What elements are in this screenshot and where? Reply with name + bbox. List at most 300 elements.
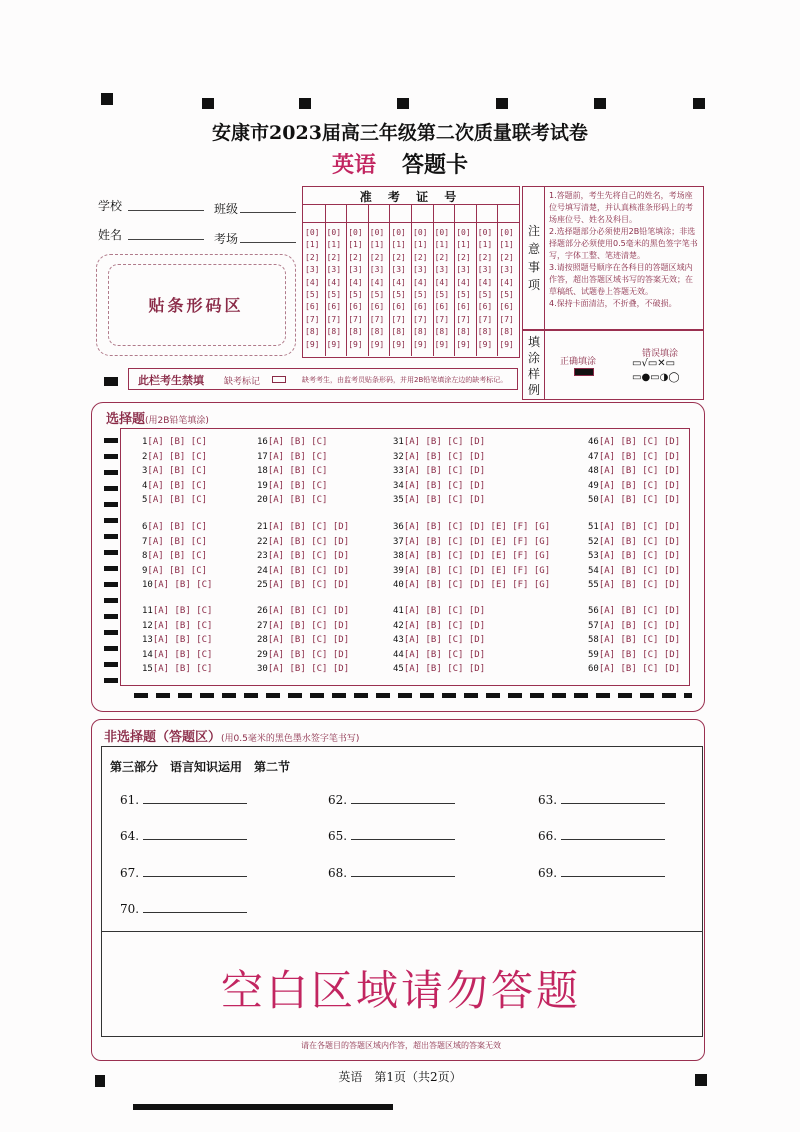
answer-bubbles[interactable]: [A] [B] [C] bbox=[147, 565, 208, 576]
blank-line[interactable] bbox=[351, 829, 455, 840]
question-number: 22 bbox=[257, 536, 268, 547]
admission-digit-bubble[interactable]: [6] bbox=[326, 302, 342, 312]
room-label: 考场 bbox=[214, 232, 239, 246]
admission-digit-bubble[interactable]: [1] bbox=[456, 240, 471, 250]
answer-bubbles[interactable]: [A] [B] [C] [D] bbox=[598, 606, 681, 616]
admission-digit-bubble[interactable]: [7] bbox=[413, 314, 428, 324]
admission-digit-bubble[interactable]: [2] bbox=[369, 252, 385, 262]
mc-question-23[interactable] bbox=[257, 551, 349, 561]
blank-line[interactable] bbox=[143, 866, 247, 877]
blank-line[interactable] bbox=[561, 866, 665, 877]
blank-70[interactable] bbox=[120, 902, 247, 916]
admission-digit-bubble[interactable]: [3] bbox=[326, 265, 342, 275]
mc-question-21[interactable] bbox=[257, 522, 349, 532]
mc-question-25[interactable] bbox=[257, 580, 349, 590]
admission-digit-bubble[interactable]: [2] bbox=[305, 252, 320, 262]
blank-line[interactable] bbox=[351, 866, 455, 877]
answer-bubbles[interactable]: [A] [B] [C] [D] [E] [F] [G] bbox=[403, 580, 551, 590]
answer-bubbles[interactable]: [A] [B] [C] [D] bbox=[598, 480, 681, 491]
mc-question-14[interactable] bbox=[142, 650, 212, 660]
admission-digit-bubble[interactable]: [6] bbox=[369, 302, 385, 312]
mc-question-35[interactable] bbox=[393, 495, 485, 505]
admission-digit-bubble[interactable]: [9] bbox=[413, 339, 428, 349]
admission-digit-bubble[interactable]: [3] bbox=[391, 265, 406, 275]
mc-question-3[interactable] bbox=[142, 466, 207, 476]
nonmc-title-text: 非选择题（答题区） bbox=[104, 730, 222, 745]
mc-question-11[interactable] bbox=[142, 606, 212, 616]
mc-question-8[interactable] bbox=[142, 551, 207, 561]
admission-digit-bubble[interactable]: [0] bbox=[326, 228, 342, 237]
mc-question-41[interactable] bbox=[393, 606, 485, 616]
admission-digit-bubble[interactable]: [5] bbox=[477, 290, 493, 299]
timing-mark bbox=[104, 518, 118, 523]
mc-question-59[interactable] bbox=[588, 650, 680, 660]
notice-label-char: 项 bbox=[527, 278, 540, 292]
answer-bubbles[interactable]: [A] [B] [C] [D] bbox=[403, 664, 486, 674]
admission-digit-bubble[interactable]: [4] bbox=[305, 277, 320, 287]
mc-question-9[interactable] bbox=[142, 566, 207, 576]
answer-bubbles[interactable]: [A] [B] [C] [D] bbox=[598, 580, 681, 590]
question-number: 52 bbox=[588, 536, 599, 547]
answer-bubbles[interactable]: [A] [B] [C] [D] bbox=[267, 565, 350, 576]
admission-digit-bubble[interactable]: [0] bbox=[369, 228, 385, 237]
blank-64[interactable] bbox=[120, 829, 247, 843]
answer-bubbles[interactable]: [A] [B] [C] bbox=[267, 466, 328, 476]
answer-bubbles[interactable]: [A] [B] [C] bbox=[152, 580, 213, 590]
mc-question-56[interactable] bbox=[588, 606, 680, 616]
admission-digit-bubble[interactable]: [3] bbox=[434, 265, 450, 275]
admission-digit-bubble[interactable]: [9] bbox=[391, 339, 406, 349]
admission-digit-bubble[interactable]: [3] bbox=[456, 265, 471, 275]
admission-digit-bubble[interactable]: [8] bbox=[477, 327, 493, 337]
timing-mark bbox=[104, 582, 118, 587]
blank-number: 66. bbox=[538, 829, 558, 843]
admission-number-title: 准 考 证 号 bbox=[359, 190, 463, 204]
answer-bubbles[interactable]: [A] [B] [C] [D] bbox=[598, 565, 681, 576]
admission-digit-bubble[interactable]: [7] bbox=[499, 314, 514, 324]
school-field[interactable] bbox=[128, 210, 204, 211]
admission-digit-bubble[interactable]: [3] bbox=[477, 265, 493, 275]
admission-digit-bubble[interactable]: [9] bbox=[477, 339, 493, 349]
admission-digit-bubble[interactable]: [0] bbox=[305, 228, 320, 237]
admission-digit-bubble[interactable]: [4] bbox=[413, 277, 428, 287]
admission-digit-bubble[interactable]: [1] bbox=[305, 240, 320, 250]
answer-bubbles[interactable]: [A] [B] [C] [D] bbox=[267, 522, 350, 532]
mc-question-26[interactable] bbox=[257, 606, 349, 616]
mc-question-39[interactable] bbox=[393, 566, 550, 576]
admission-digit-bubble[interactable]: [1] bbox=[348, 240, 363, 250]
admission-digit-bubble[interactable]: [7] bbox=[326, 314, 342, 324]
mc-question-51[interactable] bbox=[588, 522, 680, 532]
admission-digit-bubble[interactable]: [6] bbox=[391, 302, 406, 312]
answer-bubbles[interactable]: [A] [B] [C] [D] bbox=[403, 437, 486, 447]
admission-digit-bubble[interactable]: [2] bbox=[391, 252, 406, 262]
blank-line[interactable] bbox=[561, 829, 665, 840]
answer-bubbles[interactable]: [A] [B] [C] bbox=[147, 536, 208, 547]
admission-digit-bubble[interactable]: [4] bbox=[456, 277, 471, 287]
answer-bubbles[interactable]: [A] [B] [C] [D] bbox=[403, 620, 486, 631]
blank-line[interactable] bbox=[143, 829, 247, 840]
absent-title: 此栏考生禁填 bbox=[138, 374, 204, 387]
mc-question-18[interactable] bbox=[257, 466, 327, 476]
blank-61[interactable] bbox=[120, 793, 247, 807]
answer-bubbles[interactable]: [A] [B] [C] bbox=[267, 451, 328, 462]
answer-bubbles[interactable]: [A] [B] [C] [D] bbox=[598, 635, 681, 645]
admission-digit-bubble[interactable]: [9] bbox=[434, 339, 450, 349]
answer-bubbles[interactable]: [A] [B] [C] [D] bbox=[598, 620, 681, 631]
answer-bubbles[interactable]: [A] [B] [C] [D] bbox=[267, 649, 350, 660]
timing-mark bbox=[397, 98, 409, 109]
answer-bubbles[interactable]: [A] [B] [C] [D] bbox=[598, 451, 681, 462]
timing-mark bbox=[104, 566, 118, 571]
mc-question-55[interactable] bbox=[588, 580, 680, 590]
mc-question-24[interactable] bbox=[257, 566, 349, 576]
admission-digit-bubble[interactable]: [6] bbox=[305, 302, 320, 312]
admission-digit-bubble[interactable]: [8] bbox=[305, 327, 320, 337]
admission-digit-bubble[interactable]: [2] bbox=[477, 252, 493, 262]
notice-item: 4.保持卡面清洁，不折叠，不破损。 bbox=[549, 299, 677, 308]
question-number: 1 bbox=[142, 437, 148, 447]
blank-line[interactable] bbox=[143, 902, 247, 913]
question-number: 60 bbox=[588, 664, 599, 674]
question-number: 33 bbox=[393, 466, 404, 476]
answer-bubbles[interactable]: [A] [B] [C] [D] [E] [F] [G] bbox=[403, 551, 551, 561]
mc-question-49[interactable] bbox=[588, 481, 680, 491]
blank-line[interactable] bbox=[561, 793, 665, 804]
question-number: 27 bbox=[257, 620, 268, 631]
question-number: 37 bbox=[393, 536, 404, 547]
admission-digit-bubble[interactable]: [1] bbox=[477, 240, 493, 250]
answer-bubbles[interactable]: [A] [B] [C] bbox=[147, 495, 208, 505]
answer-bubbles[interactable]: [A] [B] [C] [D] bbox=[598, 495, 681, 505]
admission-digit-bubble[interactable]: [1] bbox=[369, 240, 385, 250]
admission-digit-bubble[interactable]: [5] bbox=[391, 290, 406, 299]
admission-digit-bubble[interactable]: [8] bbox=[434, 327, 450, 337]
blank-63[interactable] bbox=[538, 793, 665, 807]
class-field[interactable] bbox=[240, 212, 296, 213]
mc-question-17[interactable] bbox=[257, 452, 327, 462]
mc-question-47[interactable] bbox=[588, 452, 680, 462]
admission-digit-bubble[interactable]: [5] bbox=[434, 290, 450, 299]
admission-digit-bubble[interactable]: [9] bbox=[499, 339, 514, 349]
wrong-fill-label: 错误填涂 bbox=[642, 349, 679, 359]
admission-digit-bubble[interactable]: [0] bbox=[413, 228, 428, 237]
answer-bubbles[interactable]: [A] [B] [C] bbox=[267, 495, 328, 505]
admission-digit-bubble[interactable]: [6] bbox=[456, 302, 471, 312]
mc-question-20[interactable] bbox=[257, 495, 327, 505]
mc-question-27[interactable] bbox=[257, 621, 349, 631]
admission-digit-bubble[interactable]: [8] bbox=[348, 327, 363, 337]
answer-bubbles[interactable]: [A] [B] [C] bbox=[147, 480, 208, 491]
admission-digit-bubble[interactable]: [9] bbox=[456, 339, 471, 349]
answer-bubbles[interactable]: [A] [B] [C] [D] bbox=[598, 522, 681, 532]
question-number: 55 bbox=[588, 580, 599, 590]
timing-mark bbox=[299, 98, 311, 109]
admission-digit-bubble[interactable]: [4] bbox=[369, 277, 385, 287]
absent-description: 缺考考生，由监考员贴条形码，并用2B铅笔填涂左边的缺考标记。 bbox=[302, 376, 508, 384]
notice-label-char: 意 bbox=[527, 242, 540, 256]
answer-bubbles[interactable]: [A] [B] [C] bbox=[147, 437, 208, 447]
mc-question-16[interactable] bbox=[257, 437, 327, 447]
question-number: 44 bbox=[393, 649, 404, 660]
mc-question-58[interactable] bbox=[588, 635, 680, 645]
answer-bubbles[interactable]: [A] [B] [C] [D] bbox=[403, 466, 486, 476]
admission-digit-bubble[interactable]: [7] bbox=[456, 314, 471, 324]
admission-digit-bubble[interactable]: [1] bbox=[326, 240, 342, 250]
question-number: 6 bbox=[142, 522, 148, 532]
mc-question-6[interactable] bbox=[142, 522, 207, 532]
admission-digit-bubble[interactable]: [7] bbox=[434, 314, 450, 324]
answer-bubbles[interactable]: [A] [B] [C] [D] bbox=[598, 437, 681, 447]
subject-label: 英语 bbox=[331, 153, 376, 178]
mc-question-19[interactable] bbox=[257, 481, 327, 491]
mc-question-1[interactable] bbox=[142, 437, 207, 447]
admission-digit-bubble[interactable]: [2] bbox=[413, 252, 428, 262]
admission-digit-bubble[interactable]: [7] bbox=[305, 314, 320, 324]
blank-area-message: 空白区域请勿答题 bbox=[220, 966, 581, 1015]
blank-67[interactable] bbox=[120, 866, 247, 880]
mc-question-34[interactable] bbox=[393, 481, 485, 491]
answer-bubbles[interactable]: [A] [B] [C] bbox=[267, 480, 328, 491]
admission-digit-bubble[interactable]: [1] bbox=[391, 240, 406, 250]
divider bbox=[411, 204, 412, 356]
mc-question-30[interactable] bbox=[257, 664, 349, 674]
answer-bubbles[interactable]: [A] [B] [C] [D] bbox=[267, 580, 350, 590]
answer-bubbles[interactable]: [A] [B] [C] bbox=[152, 620, 213, 631]
answer-bubbles[interactable]: [A] [B] [C] [D] bbox=[403, 451, 486, 462]
admission-digit-bubble[interactable]: [2] bbox=[456, 252, 471, 262]
admission-digit-bubble[interactable]: [8] bbox=[456, 327, 471, 337]
mc-question-57[interactable] bbox=[588, 621, 680, 631]
mc-question-12[interactable] bbox=[142, 621, 212, 631]
answer-bubbles[interactable]: [A] [B] [C] bbox=[152, 635, 213, 645]
answer-bubbles[interactable]: [A] [B] [C] bbox=[267, 437, 328, 447]
answer-bubbles[interactable]: [A] [B] [C] [D] bbox=[403, 649, 486, 660]
admission-digit-bubble[interactable]: [7] bbox=[348, 314, 363, 324]
answer-bubbles[interactable]: [A] [B] [C] bbox=[147, 451, 208, 462]
answer-bubbles[interactable]: [A] [B] [C] [D] bbox=[598, 664, 681, 674]
admission-digit-bubble[interactable]: [4] bbox=[391, 277, 406, 287]
admission-digit-bubble[interactable]: [6] bbox=[434, 302, 450, 312]
name-label: 姓名 bbox=[98, 228, 123, 242]
question-number: 54 bbox=[588, 565, 599, 576]
divider bbox=[454, 204, 455, 356]
mc-question-31[interactable] bbox=[393, 437, 485, 447]
mc-question-5[interactable] bbox=[142, 495, 207, 505]
divider bbox=[433, 204, 434, 356]
mc-question-37[interactable] bbox=[393, 537, 550, 547]
mc-question-13[interactable] bbox=[142, 635, 212, 645]
admission-digit-bubble[interactable]: [9] bbox=[369, 339, 385, 349]
admission-digit-bubble[interactable]: [0] bbox=[348, 228, 363, 237]
blank-line[interactable] bbox=[351, 793, 455, 804]
admission-digit-bubble[interactable]: [1] bbox=[413, 240, 428, 250]
mc-question-4[interactable] bbox=[142, 481, 207, 491]
mc-question-44[interactable] bbox=[393, 650, 485, 660]
answer-bubbles[interactable]: [A] [B] [C] [D] bbox=[598, 649, 681, 660]
admission-digit-bubble[interactable]: [5] bbox=[305, 290, 320, 299]
admission-digit-bubble[interactable]: [7] bbox=[391, 314, 406, 324]
blank-number: 70. bbox=[120, 902, 140, 916]
absent-mark-box[interactable] bbox=[272, 376, 286, 383]
admission-digit-bubble[interactable]: [0] bbox=[499, 228, 514, 237]
mc-question-15[interactable] bbox=[142, 664, 212, 674]
mc-question-2[interactable] bbox=[142, 452, 207, 462]
admission-digit-bubble[interactable]: [0] bbox=[456, 228, 471, 237]
admission-digit-bubble[interactable]: [7] bbox=[477, 314, 493, 324]
admission-digit-bubble[interactable]: [0] bbox=[434, 228, 450, 237]
admission-digit-bubble[interactable]: [2] bbox=[348, 252, 363, 262]
admission-digit-bubble[interactable]: [6] bbox=[348, 302, 363, 312]
answer-bubbles[interactable]: [A] [B] [C] bbox=[147, 522, 208, 532]
answer-bubbles[interactable]: [A] [B] [C] [D] bbox=[598, 536, 681, 547]
admission-digit-bubble[interactable]: [4] bbox=[348, 277, 363, 287]
blank-69[interactable] bbox=[538, 866, 665, 880]
answer-bubbles[interactable]: [A] [B] [C] [D] [E] [F] [G] bbox=[403, 565, 551, 576]
answer-bubbles[interactable]: [A] [B] [C] bbox=[152, 664, 213, 674]
admission-digit-bubble[interactable]: [6] bbox=[413, 302, 428, 312]
admission-digit-bubble[interactable]: [3] bbox=[369, 265, 385, 275]
admission-digit-bubble[interactable]: [9] bbox=[305, 339, 320, 349]
mc-question-50[interactable] bbox=[588, 495, 680, 505]
mc-question-60[interactable] bbox=[588, 664, 680, 674]
admission-digit-bubble[interactable]: [5] bbox=[326, 290, 342, 299]
mc-question-29[interactable] bbox=[257, 650, 349, 660]
class-label: 班级 bbox=[214, 202, 239, 216]
admission-digit-bubble[interactable]: [9] bbox=[348, 339, 363, 349]
answer-bubbles[interactable]: [A] [B] [C] [D] bbox=[267, 551, 350, 561]
correct-fill-label: 正确填涂 bbox=[560, 357, 597, 367]
mc-question-10[interactable] bbox=[142, 580, 212, 590]
admission-digit-bubble[interactable]: [4] bbox=[434, 277, 450, 287]
mc-question-32[interactable] bbox=[393, 452, 485, 462]
admission-digit-bubble[interactable]: [8] bbox=[413, 327, 428, 337]
blank-62[interactable] bbox=[328, 793, 455, 807]
question-number: 26 bbox=[257, 606, 268, 616]
admission-digit-bubble[interactable]: [0] bbox=[391, 228, 406, 237]
question-number: 16 bbox=[257, 437, 268, 447]
admission-digit-bubble[interactable]: [8] bbox=[326, 327, 342, 337]
admission-digit-bubble[interactable]: [4] bbox=[499, 277, 514, 287]
mc-question-53[interactable] bbox=[588, 551, 680, 561]
answer-bubbles[interactable]: [A] [B] [C] [D] bbox=[267, 635, 350, 645]
timing-mark bbox=[202, 98, 214, 109]
mc-question-33[interactable] bbox=[393, 466, 485, 476]
admission-digit-bubble[interactable]: [6] bbox=[477, 302, 493, 312]
blank-number: 65. bbox=[328, 829, 348, 843]
answer-bubbles[interactable]: [A] [B] [C] bbox=[152, 606, 213, 616]
answer-bubbles[interactable]: [A] [B] [C] [D] bbox=[267, 536, 350, 547]
answer-bubbles[interactable]: [A] [B] [C] [D] bbox=[598, 466, 681, 476]
question-number: 47 bbox=[588, 451, 599, 462]
name-field[interactable] bbox=[128, 239, 204, 240]
mc-question-28[interactable] bbox=[257, 635, 349, 645]
sample-label-char: 样 bbox=[527, 367, 540, 381]
admission-digit-bubble[interactable]: [7] bbox=[369, 314, 385, 324]
mc-question-40[interactable] bbox=[393, 580, 550, 590]
timing-mark bbox=[594, 98, 606, 109]
admission-digit-bubble[interactable]: [8] bbox=[369, 327, 385, 337]
admission-digit-bubble[interactable]: [3] bbox=[499, 265, 514, 275]
mc-question-46[interactable] bbox=[588, 437, 680, 447]
answer-bubbles[interactable]: [A] [B] [C] [D] bbox=[267, 606, 350, 616]
answer-bubbles[interactable]: [A] [B] [C] [D] [E] [F] [G] bbox=[403, 536, 551, 547]
admission-digit-bubble[interactable]: [4] bbox=[477, 277, 493, 287]
mc-question-52[interactable] bbox=[588, 537, 680, 547]
answer-bubbles[interactable]: [A] [B] [C] [D] bbox=[403, 635, 486, 645]
timing-mark bbox=[104, 662, 118, 667]
admission-digit-bubble[interactable]: [5] bbox=[348, 290, 363, 299]
answer-bubbles[interactable]: [A] [B] [C] bbox=[147, 466, 208, 476]
mc-question-22[interactable] bbox=[257, 537, 349, 547]
mc-question-54[interactable] bbox=[588, 566, 680, 576]
timing-mark bbox=[496, 98, 508, 109]
admission-digit-bubble[interactable]: [1] bbox=[434, 240, 450, 250]
admission-digit-bubble[interactable]: [5] bbox=[499, 290, 514, 299]
question-number: 4 bbox=[142, 480, 148, 491]
timing-mark bbox=[104, 678, 118, 683]
blank-65[interactable] bbox=[328, 829, 455, 843]
admission-digit-bubble[interactable]: [0] bbox=[477, 228, 493, 237]
room-field[interactable] bbox=[240, 242, 296, 243]
question-number: 29 bbox=[257, 649, 268, 660]
admission-digit-bubble[interactable]: [9] bbox=[326, 339, 342, 349]
question-number: 21 bbox=[257, 522, 268, 532]
timing-mark bbox=[104, 438, 118, 443]
answer-bubbles[interactable]: [A] [B] [C] [D] bbox=[598, 551, 681, 561]
admission-digit-bubble[interactable]: [3] bbox=[305, 265, 320, 275]
answer-bubbles[interactable]: [A] [B] [C] [D] bbox=[403, 495, 486, 505]
answer-bubbles[interactable]: [A] [B] [C] [D] bbox=[267, 620, 350, 631]
blank-68[interactable] bbox=[328, 866, 455, 880]
answer-bubbles[interactable]: [A] [B] [C] [D] bbox=[403, 480, 486, 491]
mc-question-43[interactable] bbox=[393, 635, 485, 645]
answer-bubbles[interactable]: [A] [B] [C] bbox=[152, 649, 213, 660]
admission-digit-bubble[interactable]: [2] bbox=[499, 252, 514, 262]
nonmc-note: (用0.5毫米的黑色墨水签字笔书写) bbox=[221, 734, 360, 744]
question-number: 53 bbox=[588, 551, 599, 561]
admission-digit-bubble[interactable]: [8] bbox=[499, 327, 514, 337]
blank-number: 68. bbox=[328, 866, 348, 880]
mc-question-38[interactable] bbox=[393, 551, 550, 561]
answer-bubbles[interactable]: [A] [B] [C] [D] bbox=[403, 606, 486, 616]
mc-question-48[interactable] bbox=[588, 466, 680, 476]
admission-digit-bubble[interactable]: [4] bbox=[326, 277, 342, 287]
answer-bubbles[interactable]: [A] [B] [C] [D] [E] [F] [G] bbox=[403, 522, 551, 532]
mc-question-42[interactable] bbox=[393, 621, 485, 631]
admission-digit-bubble[interactable]: [2] bbox=[434, 252, 450, 262]
admission-digit-bubble[interactable]: [5] bbox=[413, 290, 428, 299]
mc-question-36[interactable] bbox=[393, 522, 550, 532]
blank-66[interactable] bbox=[538, 829, 665, 843]
mc-question-7[interactable] bbox=[142, 537, 207, 547]
answer-bubbles[interactable]: [A] [B] [C] [D] bbox=[267, 664, 350, 674]
admission-digit-bubble[interactable]: [2] bbox=[326, 252, 342, 262]
admission-digit-bubble[interactable]: [6] bbox=[499, 302, 514, 312]
admission-digit-bubble[interactable]: [3] bbox=[413, 265, 428, 275]
school-label: 学校 bbox=[98, 199, 123, 213]
admission-digit-bubble[interactable]: [3] bbox=[348, 265, 363, 275]
admission-digit-bubble[interactable]: [1] bbox=[499, 240, 514, 250]
mc-question-45[interactable] bbox=[393, 664, 485, 674]
admission-digit-bubble[interactable]: [5] bbox=[369, 290, 385, 299]
blank-line[interactable] bbox=[143, 793, 247, 804]
blank-number: 63. bbox=[538, 793, 558, 807]
admission-digit-bubble[interactable]: [8] bbox=[391, 327, 406, 337]
answer-bubbles[interactable]: [A] [B] [C] bbox=[147, 551, 208, 561]
question-number: 18 bbox=[257, 466, 268, 476]
admission-digit-bubble[interactable]: [5] bbox=[456, 290, 471, 299]
